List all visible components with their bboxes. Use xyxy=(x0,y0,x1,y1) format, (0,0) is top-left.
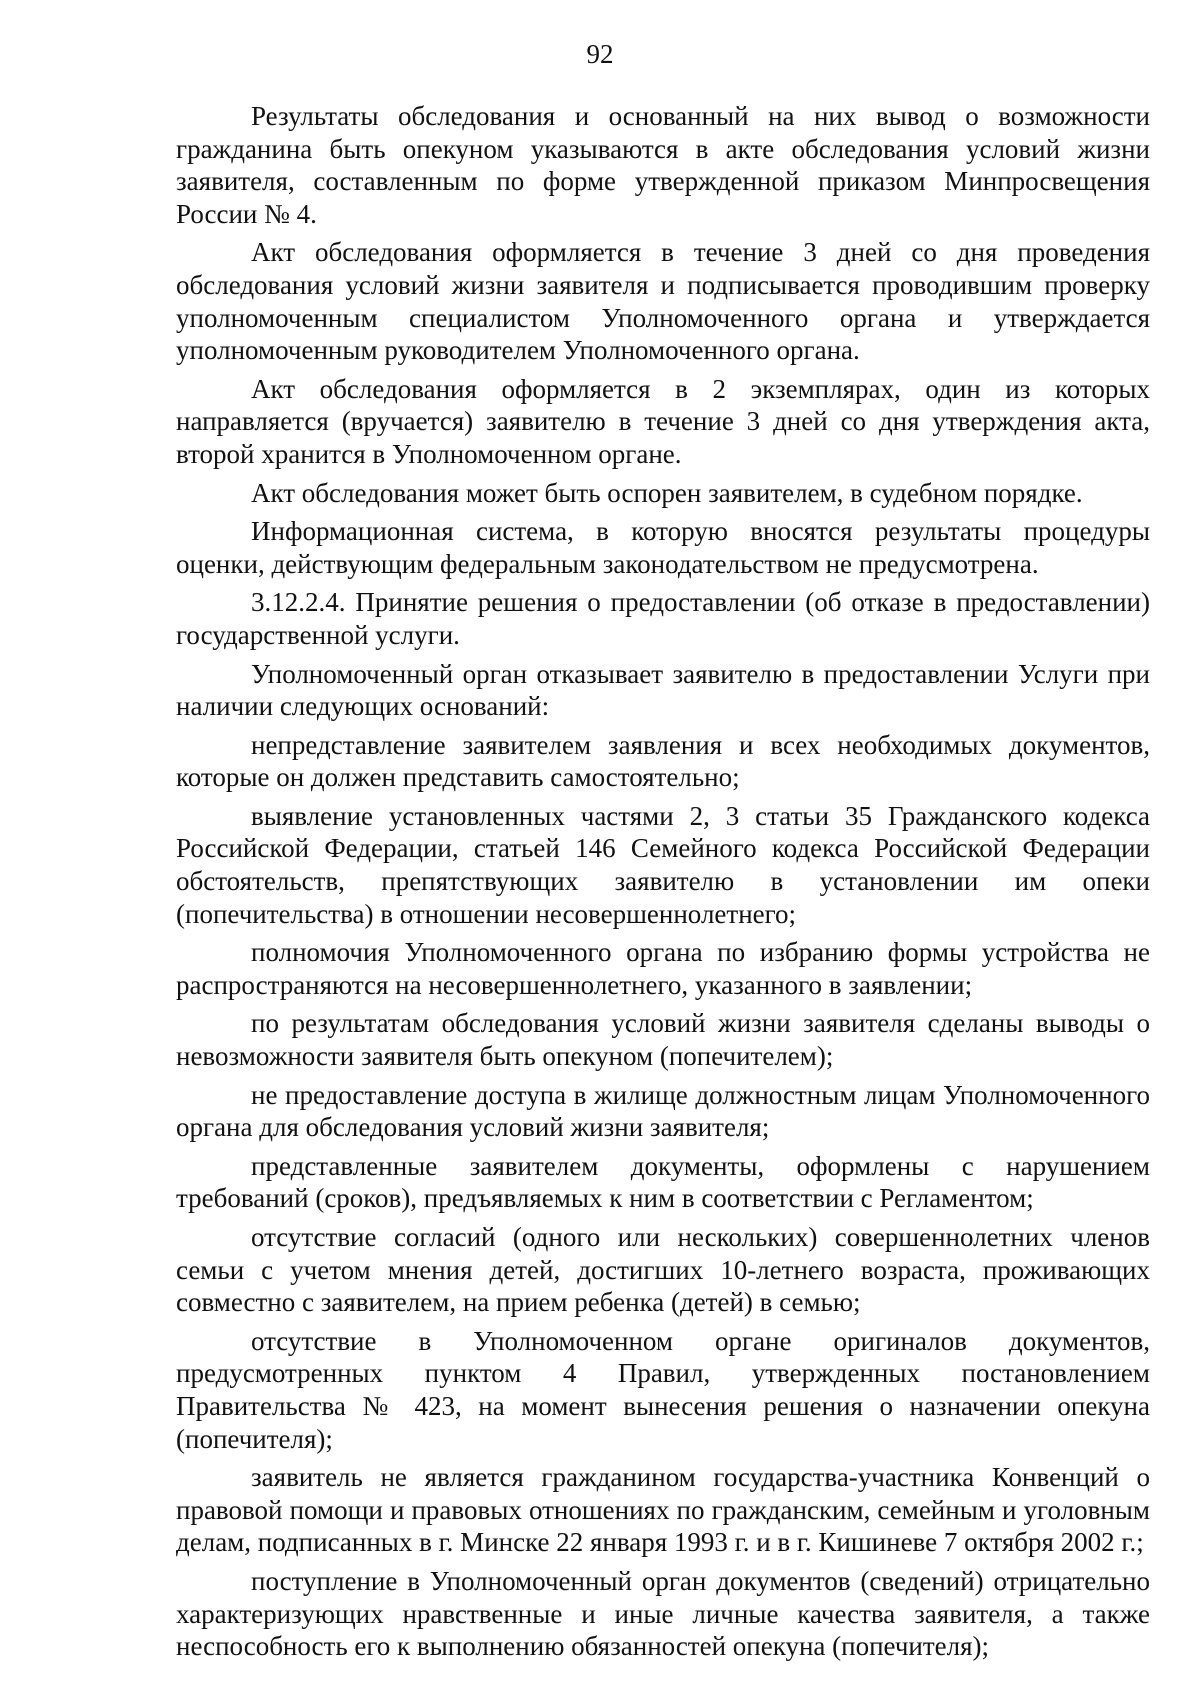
refusal-ground-item: заявитель не является гражданином государства-участника Конвенций о правовой помощи и правовых отношениях по гражданским, семейным и уголовным делам, подписанных в г. Минске 22 января 1993 г. и в г. Кишиневе 7 октября 2002 г.; xyxy=(176,1462,1150,1558)
paragraph-act-appeal: Акт обследования может быть оспорен заявителем, в судебном порядке. xyxy=(251,477,1083,508)
page-number: 92 xyxy=(586,39,614,69)
refusal-ground-item: непредставление заявителем заявления и всех необходимых документов, которые он должен представить самостоятельно; xyxy=(176,729,1150,793)
paragraph-act-preparation: Акт обследования оформляется в течение 3 дней со дня проведения обследования условий жизни заявителя и подписывается проводившим проверку уполномоченным специалистом Уполномоченного органа и утверждается уполномоченным руководителем Уполномоченного органа. xyxy=(176,237,1150,366)
paragraph-act-copies: Акт обследования оформляется в 2 экземплярах, один из которых направляется (вручается) заявителю в течение 3 дней со дня утверждения акта, второй хранится в Уполномоченном органе. xyxy=(176,373,1150,469)
refusal-ground-item: по результатам обследования условий жизни заявителя сделаны выводы о невозможности заявителя быть опекуном (попечителем); xyxy=(176,1008,1150,1072)
refusal-ground-item: отсутствие в Уполномоченном органе оригиналов документов, предусмотренных пунктом 4 Правил, утвержденных постановлением Правительства № 423, на момент вынесения решения о назначении опекуна (попечителя); xyxy=(176,1325,1150,1454)
paragraph-information-system: Информационная система, в которую вносятся результаты процедуры оценки, действующим федеральным законодательством не предусмотрена. xyxy=(176,516,1150,579)
refusal-ground-item: не предоставление доступа в жилище должностным лицам Уполномоченного органа для обследования условий жизни заявителя; xyxy=(176,1079,1150,1143)
refusal-ground-item: отсутствие согласий (одного или нескольких) совершеннолетних членов семьи с учетом мнения детей, достигших 10-летнего возраста, проживающих совместно с заявителем, на прием ребенка (детей) в семью; xyxy=(176,1222,1150,1318)
refusal-ground-item: выявление установленных частями 2, 3 статьи 35 Гражданского кодекса Российской Федерации, статьей 146 Семейного кодекса Российской Федерации обстоятельств, препятствующих заявителю в установлении им опеки (попечительства) в отношении несовершеннолетнего; xyxy=(176,800,1150,929)
paragraph-section-3-12-2-4: 3.12.2.4. Принятие решения о предоставлении (об отказе в предоставлении) государственной услуги. xyxy=(176,587,1150,650)
refusal-ground-item: полномочия Уполномоченного органа по избранию формы устройства не распространяются на несовершеннолетнего, указанного в заявлении; xyxy=(176,937,1150,1000)
paragraph-survey-results: Результаты обследования и основанный на них вывод о возможности гражданина быть опекуном указываются в акте обследования условий жизни заявителя, составленным по форме утвержденной приказом Минпросвещения России № 4. xyxy=(176,101,1150,229)
refusal-ground-item: поступление в Уполномоченный орган документов (сведений) отрицательно характеризующих нравственные и иные личные качества заявителя, а также неспособность его к выполнению обязанностей опекуна (попечителя); xyxy=(176,1565,1150,1662)
paragraph-refusal-grounds-intro: Уполномоченный орган отказывает заявителю в предоставлении Услуги при наличии следующих оснований: xyxy=(176,658,1150,722)
document-body xyxy=(176,100,1150,1663)
refusal-ground-item: представленные заявителем документы, оформлены с нарушением требований (сроков), предъявляемых к ним в соответствии с Регламентом; xyxy=(176,1150,1150,1214)
